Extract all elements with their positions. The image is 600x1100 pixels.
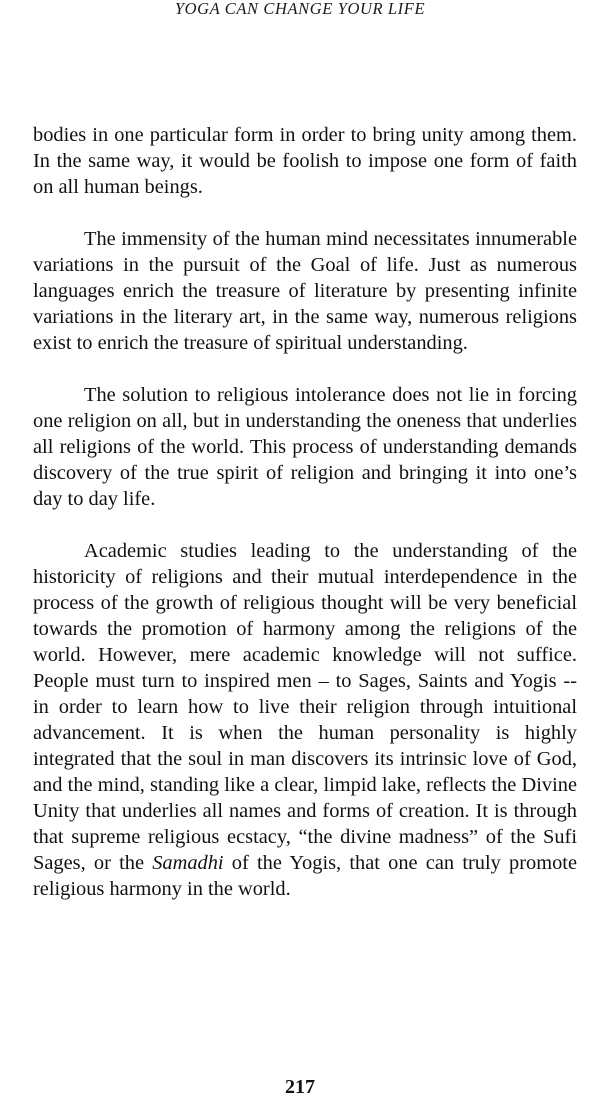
page-number: 217	[285, 1076, 315, 1098]
body-text	[33, 122, 577, 928]
paragraph-academic-studies	[33, 538, 577, 902]
italic-term-samadhi: Samadhi	[152, 852, 224, 874]
paragraph-text-after-italic: of the Yogis, that one can truly promote religious harmony in the world.	[33, 852, 577, 900]
paragraph-religious-intolerance: The solution to religious intolerance does not lie in forcing one religion on all, but in understanding the oneness that underlies all religions of the world. This process of understanding demands discovery of the true spirit of religion and bringing it into one’s day to day life.	[33, 384, 577, 510]
paragraph-text-before-italic: Academic studies leading to the understanding of the historicity of religions and their mutual interdependence in the process of the growth of religious thought will be very beneficial towards the promotion of harmony among the religions of the world. However, mere academic knowledge will not suffice. People must turn to inspired men – to Sages, Saints and Yogis -- in order to learn how to live their religion through intuitional advancement. It is when the human personality is highly integrated that the soul in man discovers its intrinsic love of God, and the mind, standing like a clear, limpid lake, reflects the Divine Unity that underlies all names and forms of creation. It is through that supreme religious ecstacy, “the divine madness” of the Sufi Sages, or the	[33, 540, 577, 874]
paragraph-mind-immensity: The immensity of the human mind necessitates innumerable variations in the pursuit of the Goal of life. Just as numerous languages enrich the treasure of literature by presenting infinite variations in the literary art, in the same way, numerous religions exist to enrich the treasure of spiritual understanding.	[33, 228, 577, 354]
running-head: YOGA CAN CHANGE YOUR LIFE	[174, 0, 426, 18]
paragraph-continuation: bodies in one particular form in order to bring unity among them. In the same way, it would be foolish to impose one form of faith on all human beings.	[33, 124, 577, 198]
